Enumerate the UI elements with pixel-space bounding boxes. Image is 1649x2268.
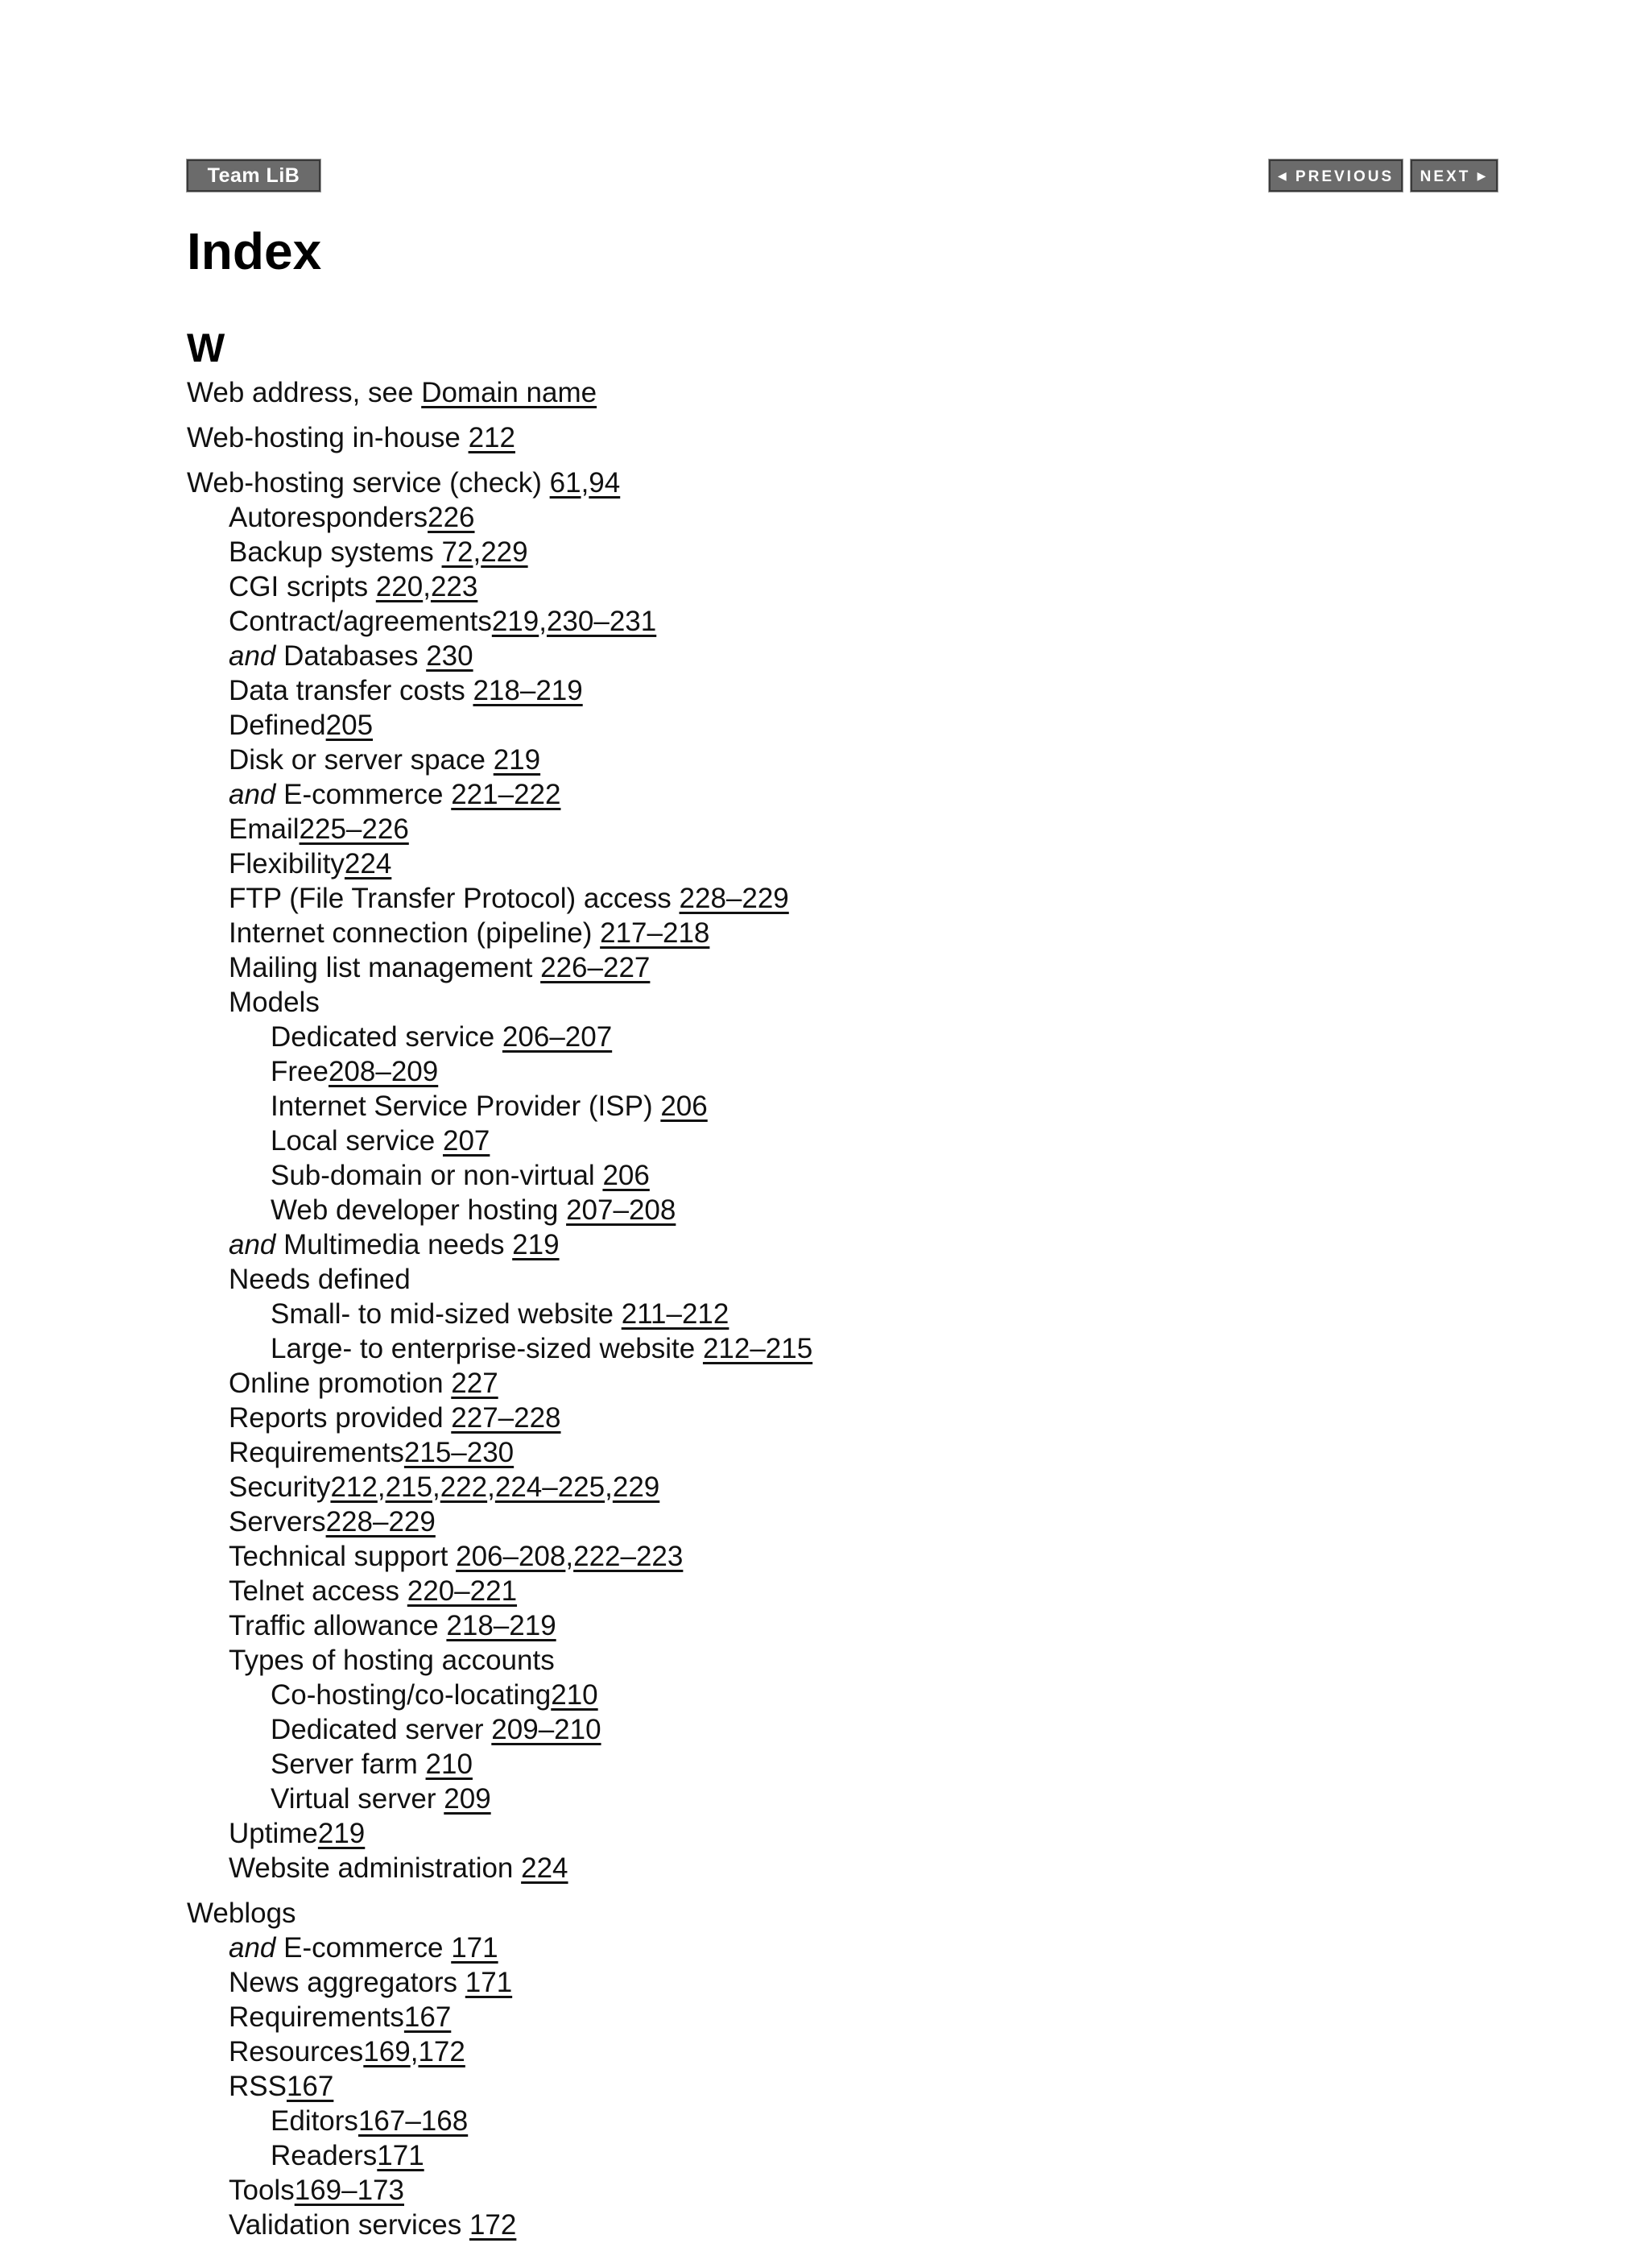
entry-term: Sub-domain or non-virtual [271,1160,603,1191]
page-link[interactable]: 212–215 [702,1333,813,1364]
index-entry [187,535,1556,569]
entry-term: Internet Service Provider (ISP) [271,1091,661,1122]
entry-term: Mailing list management [229,952,541,983]
page-link[interactable]: 217–218 [600,917,710,949]
page-link[interactable]: 224 [344,848,392,879]
page-link[interactable]: 227 [451,1368,498,1399]
page-link[interactable]: 169–173 [294,2175,404,2206]
entry-term: Small- to mid-sized website [271,1298,622,1330]
page-separator: , [473,536,481,568]
page-link[interactable]: 223 [430,571,478,602]
entry-term: Email [229,813,300,845]
entry-prefix: and [229,1229,276,1260]
index-list [187,375,1556,2242]
index-entry [187,1712,1556,1747]
page-link[interactable]: 171 [465,1967,513,1998]
entry-term: Databases [275,640,427,672]
index-entry [187,1124,1556,1158]
page-link[interactable]: 230–231 [546,606,657,637]
previous-button[interactable] [1269,159,1403,192]
page-link[interactable]: 209–210 [491,1714,601,1745]
page-link[interactable]: 215 [385,1471,432,1503]
index-entry [187,1366,1556,1401]
entry-term: FTP (File Transfer Protocol) access [229,883,680,914]
entry-term: E-commerce [275,779,452,810]
entry-term: Defined [229,710,326,741]
page-link[interactable]: 208–209 [328,1056,439,1087]
index-entry [187,1678,1556,1712]
index-entry [187,950,1556,985]
entry-term: Requirements [229,2001,404,2033]
page-link[interactable]: 209 [444,1783,491,1815]
entry-term: Types of hosting accounts [229,1645,555,1676]
team-lib-logo: Team LiB [187,159,320,192]
entry-term: Co-hosting/co-locating [271,1679,552,1711]
entry-term: Website administration [229,1852,522,1884]
page-link[interactable]: 172 [418,2036,465,2067]
entry-term: Web-hosting in-house [187,422,469,453]
index-entry [187,881,1556,916]
page-link[interactable]: 206 [602,1160,650,1191]
entry-term: RSS [229,2071,287,2102]
page-link[interactable]: 212 [330,1471,378,1503]
next-button[interactable] [1411,159,1498,192]
page-link[interactable]: 171 [451,1932,498,1964]
entry-prefix: and [229,1932,276,1964]
page-separator: , [605,1471,613,1503]
entry-term: E-commerce [275,1932,452,1964]
entry-term: Internet connection (pipeline) [229,917,601,949]
entry-term: Dedicated service [271,1021,502,1053]
index-entry [187,846,1556,881]
index-entry [187,604,1556,639]
entry-term: Reports provided [229,1402,452,1434]
page-link[interactable]: 215–230 [403,1437,515,1468]
index-entry [187,2034,1556,2069]
page-link[interactable]: 227–228 [451,1402,561,1434]
entry-term: CGI scripts [229,571,376,602]
entry-term: Free [271,1056,329,1087]
entry-term: Backup systems [229,536,442,568]
entry-term: Requirements [229,1437,404,1468]
entry-term: Readers [271,2140,378,2171]
entry-term: Disk or server space [229,744,494,776]
index-entry [187,1965,1556,2000]
page-separator: , [581,467,589,499]
index-entry [187,2138,1556,2173]
page-link[interactable]: 219 [493,744,541,776]
entry-term: Web developer hosting [271,1194,567,1226]
index-entry [187,569,1556,604]
entry-term: Online promotion [229,1368,452,1399]
entry-term: Virtual server [271,1783,444,1815]
index-entry [187,1643,1556,1678]
entry-term: Server farm [271,1749,426,1780]
page-link[interactable]: 226 [428,502,475,533]
page-link[interactable]: 229 [481,536,528,568]
page-separator: , [539,606,547,637]
index-entry [187,1851,1556,1885]
index-entry [187,1896,1556,1931]
index-entry [187,1054,1556,1089]
page-link[interactable]: 94 [589,467,621,499]
triangle-left-icon: ◀ [1277,169,1289,182]
entry-term: Editors [271,2105,358,2137]
page-link[interactable]: 167–168 [357,2105,469,2137]
page-link[interactable]: 219 [317,1818,366,1849]
page-link[interactable]: 212 [468,422,515,453]
page-link[interactable]: 218–219 [446,1610,556,1641]
index-entry [187,673,1556,708]
index-entry [187,1227,1556,1262]
index-entry [187,1435,1556,1470]
entry-term: Models [229,987,320,1018]
index-entry [187,1539,1556,1574]
page-link[interactable]: 205 [325,710,374,741]
entry-term: Multimedia needs [275,1229,513,1260]
page-link[interactable]: 210 [551,1679,598,1711]
page-separator: , [423,571,431,602]
index-entry [187,2069,1556,2104]
index-entry [187,1193,1556,1227]
page-link[interactable]: 219 [512,1229,560,1260]
entry-term: Large- to enterprise-sized website [271,1333,703,1364]
entry-prefix: and [229,640,276,672]
entry-prefix: and [229,779,276,810]
entry-term: Telnet access [229,1575,407,1607]
section-letter: W [187,325,225,370]
index-entry [187,2104,1556,2138]
index-entry [187,916,1556,950]
index-entry [187,1158,1556,1193]
page-link[interactable]: 72 [441,536,473,568]
entry-term: Data transfer costs [229,675,473,706]
page-link[interactable]: 220 [375,571,424,602]
page-separator: , [565,1541,574,1572]
page-separator: , [487,1471,495,1503]
entry-term: Contract/agreements [229,606,492,637]
index-entry [187,1297,1556,1331]
entry-term: Technical support [229,1541,457,1572]
entry-term: Resources [229,2036,364,2067]
page-link[interactable]: 228–229 [325,1506,436,1538]
entry-term: Autoresponders [229,502,428,533]
index-entry [187,2000,1556,2034]
index-entry [187,777,1556,812]
previous-button-label: PREVIOUS [1295,168,1395,185]
entry-term: Security [229,1471,331,1503]
page-link[interactable]: 226–227 [540,952,651,983]
page-separator: , [432,1471,440,1503]
index-entry [187,1816,1556,1851]
entry-term: Uptime [229,1818,318,1849]
index-entry [187,466,1556,500]
page-link[interactable]: 229 [612,1471,660,1503]
page-link[interactable]: 222 [440,1471,488,1503]
page-link[interactable]: 222–223 [573,1541,684,1572]
index-entry [187,1504,1556,1539]
index-entry [187,1331,1556,1366]
entry-term: Dedicated server [271,1714,492,1745]
index-entry [187,1401,1556,1435]
page-link[interactable]: 171 [377,2140,424,2171]
index-entry [187,500,1556,535]
index-entry [187,1470,1556,1504]
page-link[interactable]: 207–208 [566,1194,676,1226]
page-link[interactable]: 207 [442,1125,490,1157]
entry-term: Local service [271,1125,443,1157]
entry-term: Validation services [229,2209,469,2241]
triangle-right-icon: ▶ [1477,169,1489,182]
nav-bar [187,159,1498,195]
page-link[interactable]: 206 [660,1091,708,1122]
page-link[interactable]: 220–221 [407,1575,518,1607]
index-entry [187,1262,1556,1297]
index-entry [187,1020,1556,1054]
page-link[interactable]: 219 [491,606,539,637]
page-link[interactable]: 211–212 [621,1298,729,1330]
page-link[interactable]: 228–229 [679,883,789,914]
page-link[interactable]: 172 [469,2209,517,2241]
next-button-label: NEXT [1420,168,1471,185]
index-entry [187,375,1556,410]
index-entry [187,1782,1556,1816]
page-link[interactable]: 218–219 [473,675,583,706]
page-link[interactable]: 221–222 [451,779,561,810]
index-entry [187,743,1556,777]
entry-term: Weblogs [187,1898,296,1929]
page-link[interactable]: 230 [426,640,473,672]
entry-term: Tools [229,2175,295,2206]
index-entry [187,1747,1556,1782]
page-link[interactable]: 169 [363,2036,411,2067]
index-entry [187,985,1556,1020]
entry-term: Flexibility [229,848,345,879]
page-link[interactable]: 167 [286,2071,334,2102]
page-link[interactable]: 167 [403,2001,452,2033]
index-entry [187,1931,1556,1965]
index-entry [187,1608,1556,1643]
entry-term: Needs defined [229,1264,411,1295]
page-link[interactable]: 206–207 [502,1021,613,1053]
entry-term: News aggregators [229,1967,465,1998]
entry-term: Web address, see [187,377,422,408]
index-entry [187,420,1556,455]
entry-term: Web-hosting service (check) [187,467,550,499]
page-link[interactable]: 206–208 [456,1541,566,1572]
index-entry [187,2173,1556,2208]
index-entry [187,812,1556,846]
page-link[interactable]: 224–225 [494,1471,605,1503]
page-link[interactable]: 210 [425,1749,473,1780]
page-link[interactable]: 224 [521,1852,568,1884]
page-link[interactable]: 225–226 [299,813,409,845]
page-separator: , [410,2036,419,2067]
page-separator: , [377,1471,386,1503]
page-link[interactable]: 61 [549,467,581,499]
page-link[interactable]: Domain name [421,377,597,408]
index-entry [187,639,1556,673]
index-entry [187,1574,1556,1608]
index-entry [187,2208,1556,2242]
entry-term: Traffic allowance [229,1610,447,1641]
page-title: Index [187,222,322,280]
index-entry [187,1089,1556,1124]
entry-term: Servers [229,1506,326,1538]
index-entry [187,708,1556,743]
